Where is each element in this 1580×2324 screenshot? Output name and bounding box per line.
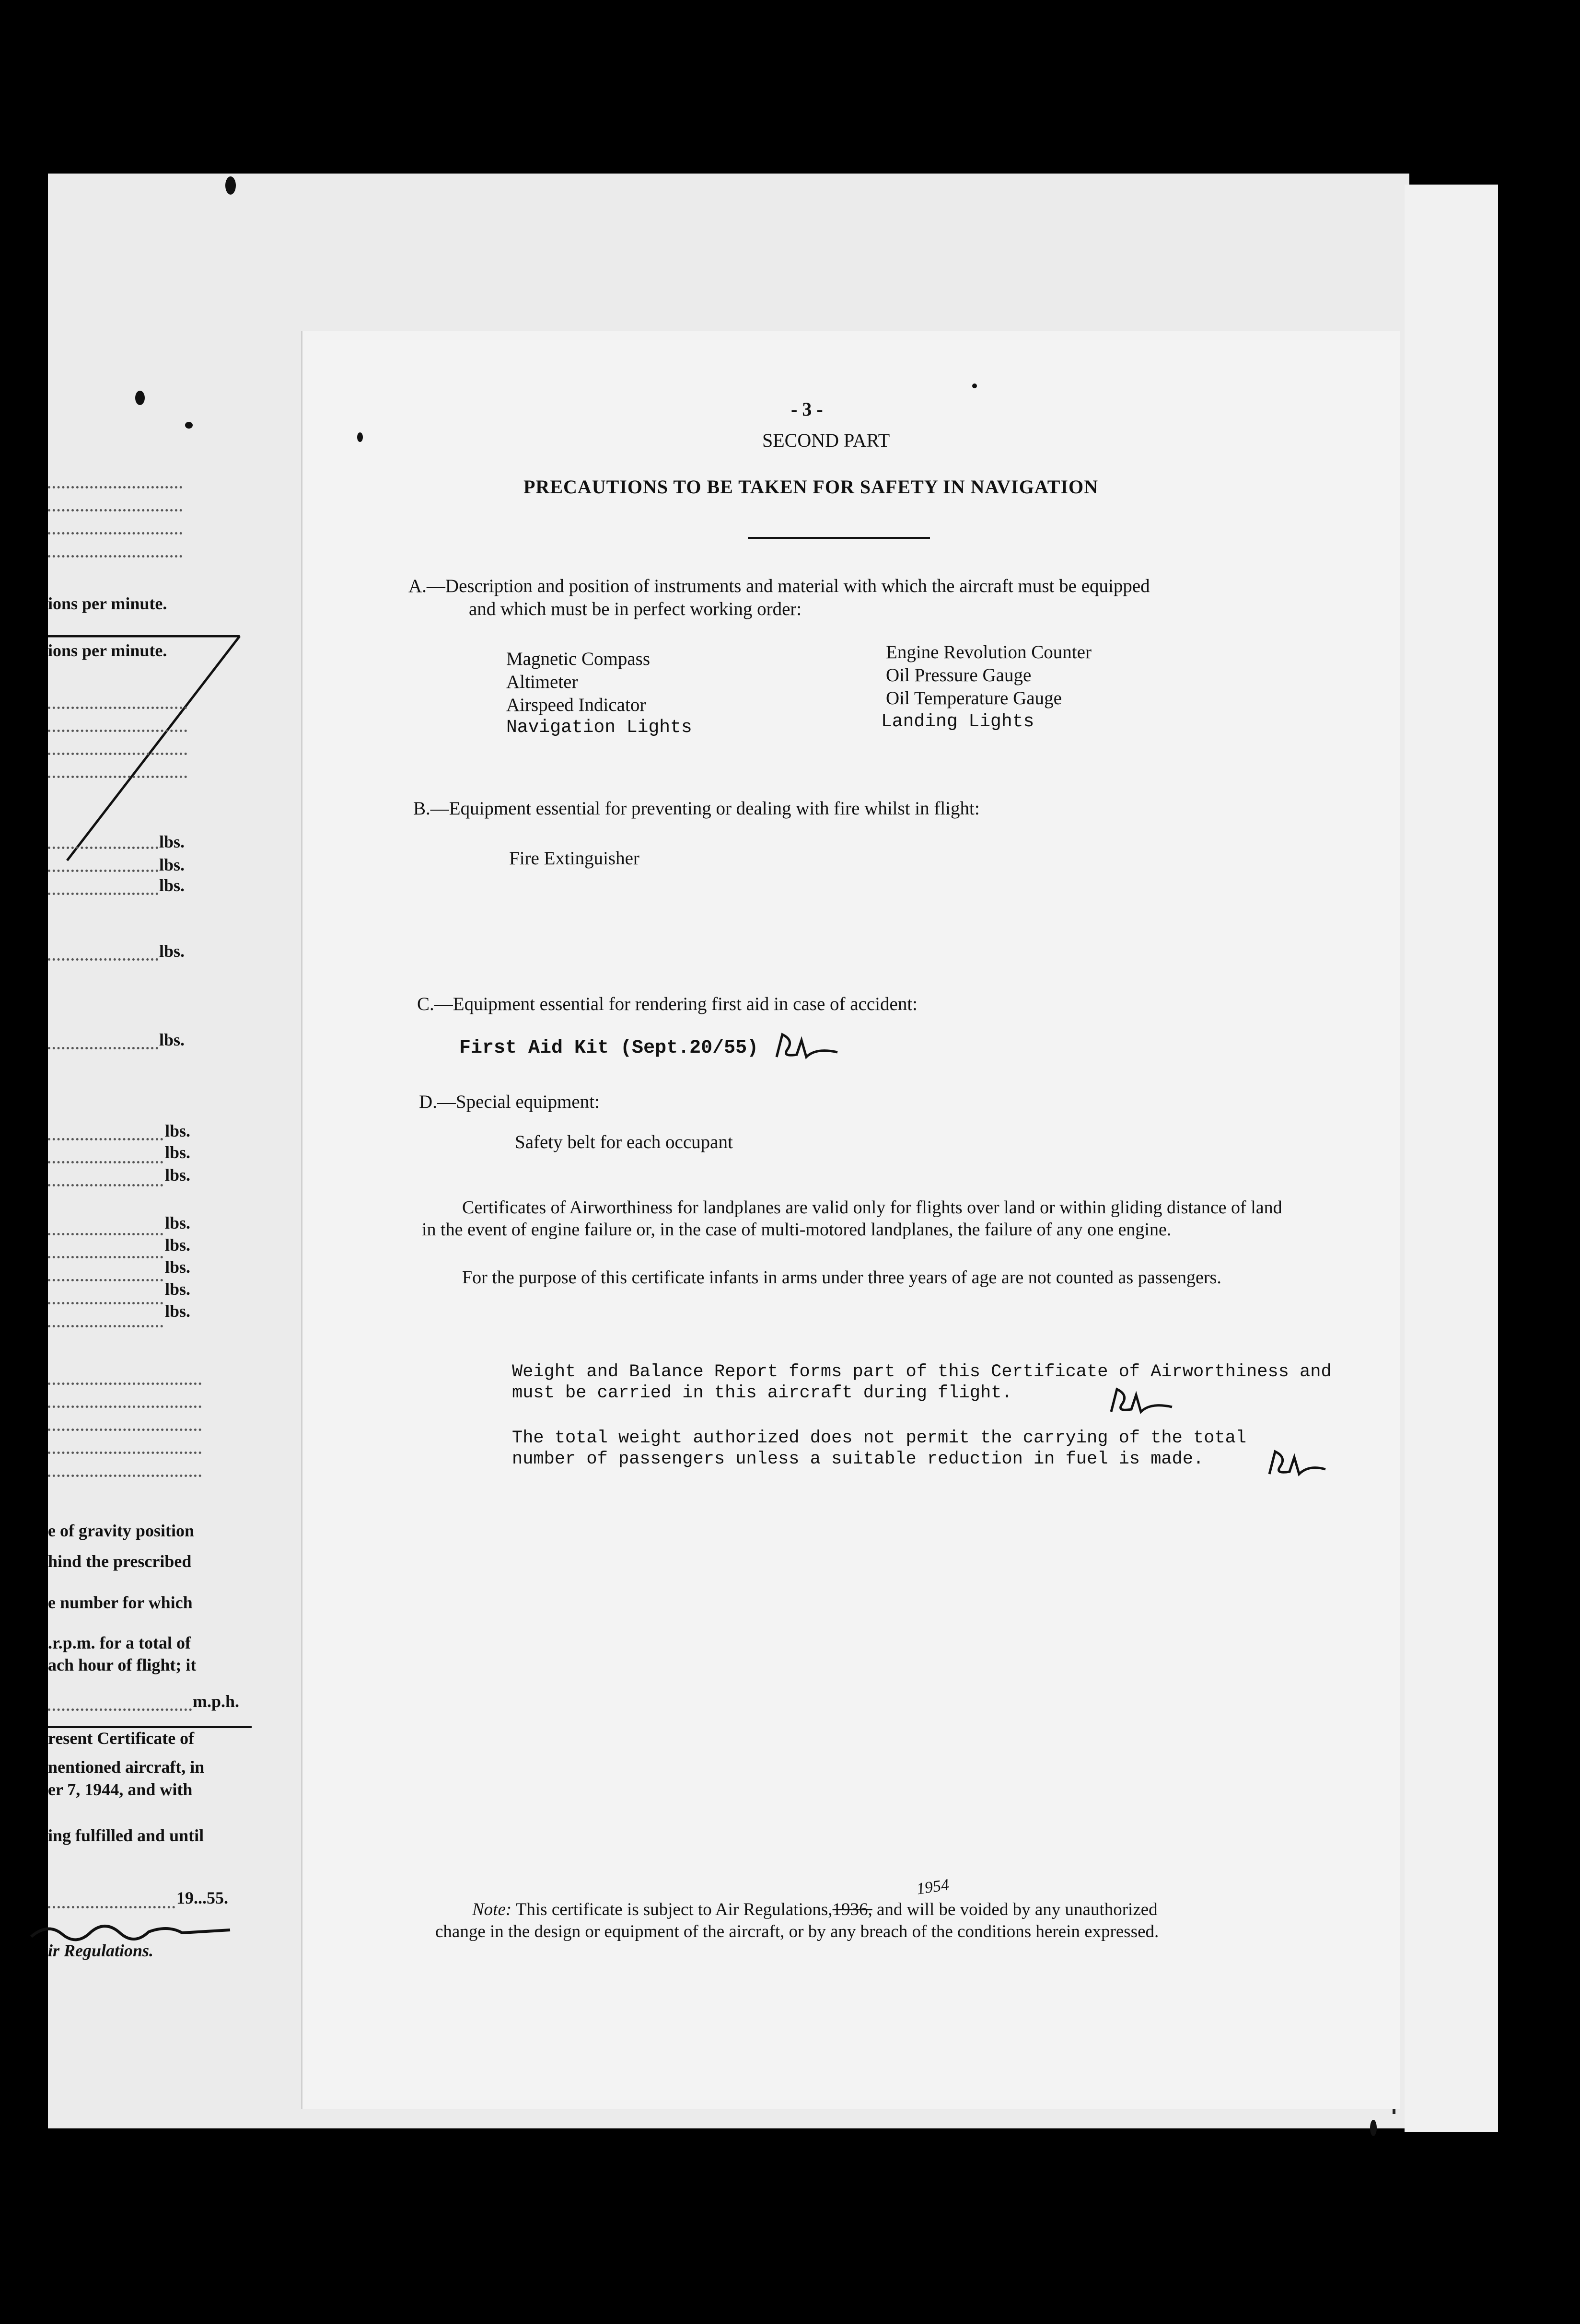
scan-speck: [185, 422, 193, 429]
scan-speck: [972, 383, 977, 388]
dotted-line: [48, 774, 187, 778]
initials-mark: [1266, 1448, 1328, 1481]
footer-note: [472, 1899, 1158, 1920]
scan-speck: [357, 432, 363, 442]
dotted-line: [48, 1182, 163, 1186]
scan-speck: [135, 391, 145, 405]
section-a-title: A.—Description and position of instruments and material with which the aircraft must be equipped: [408, 576, 1150, 596]
dotted-line: [48, 1427, 201, 1431]
dotted-line: [48, 484, 182, 488]
scan-speck: [225, 176, 236, 195]
section-a-subtitle: and which must be in perfect working order:: [469, 599, 802, 619]
section-c-title: C.—Equipment essential for rendering first aid in case of accident:: [417, 994, 918, 1014]
struck-year: 1936,: [832, 1900, 872, 1919]
left-line: ach hour of flight; it: [48, 1655, 197, 1674]
dotted-line: [48, 530, 182, 535]
left-line: ir Regulations.: [48, 1941, 154, 1960]
first-aid-kit-item: First Aid Kit (Sept.20/55): [459, 1037, 759, 1059]
left-line: e of gravity position: [48, 1521, 194, 1540]
dotted-line: [48, 1904, 175, 1908]
mph-label: m.p.h.: [193, 1692, 240, 1711]
left-line: resent Certificate of: [48, 1729, 195, 1748]
dotted-line: [48, 728, 187, 732]
left-line: er 7, 1944, and with: [48, 1780, 193, 1799]
dotted-line: [48, 1707, 192, 1711]
crossed-out-box: [48, 635, 249, 865]
section-b-title: B.—Equipment essential for preventing or dealing with fire whilst in flight:: [413, 798, 980, 819]
dotted-line: [48, 1045, 158, 1049]
lbs-label: lbs.: [159, 941, 185, 961]
dotted-line: [48, 1381, 201, 1385]
left-line: ions per minute.: [48, 641, 167, 660]
left-line: ions per minute.: [48, 594, 167, 613]
dotted-line: [48, 1277, 163, 1281]
dotted-line: [48, 751, 187, 755]
dotted-line: [48, 956, 158, 961]
left-line: .r.p.m. for a total of: [48, 1633, 191, 1652]
lbs-label: lbs.: [165, 1301, 191, 1321]
instrument-item: Engine Revolution Counter: [886, 642, 1092, 662]
heading-rule: [748, 537, 930, 539]
right-page-edge: [1405, 185, 1498, 2132]
dotted-line: [48, 845, 158, 849]
dotted-line: [48, 1136, 163, 1140]
instrument-item: Landing Lights: [881, 711, 1034, 732]
left-line: ing fulfilled and until: [48, 1826, 204, 1845]
instrument-item: Oil Temperature Gauge: [886, 688, 1062, 709]
dotted-line: [48, 507, 182, 511]
note-text-continued: and will be voided by any unauthorized: [872, 1900, 1158, 1919]
part-title: SECOND PART: [762, 430, 890, 451]
lbs-label: lbs.: [165, 1279, 191, 1299]
fire-extinguisher-item: Fire Extinguisher: [509, 848, 639, 869]
lbs-label: lbs.: [165, 1121, 191, 1140]
handwritten-year: 1954: [915, 1876, 951, 1898]
safety-belt-item: Safety belt for each occupant: [515, 1132, 733, 1152]
validity-paragraph: Certificates of Airworthiness for landplanes are valid only for flights over land or within gliding distance of land in the event of engine failure or, in the case of multi-motored landplanes, the failure of any one engine.: [422, 1197, 1282, 1240]
year-label: 19...55.: [176, 1888, 228, 1907]
dotted-line: [48, 1450, 201, 1454]
lbs-label: lbs.: [159, 876, 185, 895]
infants-paragraph: For the purpose of this certificate infants in arms under three years of age are not counted as passengers.: [462, 1267, 1221, 1288]
lbs-label: lbs.: [159, 855, 185, 874]
left-line: hind the prescribed: [48, 1552, 192, 1571]
weight-balance-note: Weight and Balance Report forms part of this Certificate of Airworthiness and must be carried in this aircraft during flight.: [512, 1362, 1332, 1403]
initials-mark: [773, 1031, 840, 1064]
dotted-line: [48, 1300, 163, 1304]
dotted-line: [48, 1254, 163, 1258]
dotted-line: [48, 1159, 163, 1163]
dotted-line: [48, 1404, 201, 1408]
lbs-label: lbs.: [159, 832, 185, 851]
page-number: - 3 -: [791, 398, 823, 420]
instrument-item: Magnetic Compass: [506, 649, 651, 669]
scan-speck: [1370, 2120, 1377, 2136]
left-line: nentioned aircraft, in: [48, 1757, 205, 1777]
instrument-item: Altimeter: [506, 672, 578, 692]
lbs-label: lbs.: [165, 1165, 191, 1185]
lbs-label: lbs.: [165, 1143, 191, 1162]
total-weight-note: The total weight authorized does not permit the carrying of the total number of passengers unless a suitable reduction in fuel is made.: [512, 1428, 1247, 1469]
lbs-label: lbs.: [165, 1257, 191, 1277]
dotted-line: [48, 1473, 201, 1477]
dotted-line: [48, 891, 158, 895]
lbs-label: lbs.: [159, 1030, 185, 1049]
page-heading: PRECAUTIONS TO BE TAKEN FOR SAFETY IN NAVIGATION: [523, 476, 1098, 498]
dotted-line: [48, 868, 158, 872]
footer-note-line2: change in the design or equipment of the aircraft, or by any breach of the conditions herein expressed.: [435, 1922, 1159, 1941]
dotted-line: [48, 705, 187, 709]
section-d-title: D.—Special equipment:: [419, 1092, 600, 1112]
dotted-line: [48, 553, 182, 558]
initials-mark: [1107, 1385, 1174, 1419]
note-text: This certificate is subject to Air Regulations,: [511, 1900, 833, 1919]
instrument-item: Airspeed Indicator: [506, 695, 646, 715]
instrument-item: Navigation Lights: [506, 717, 692, 738]
instrument-item: Oil Pressure Gauge: [886, 665, 1032, 686]
lbs-label: lbs.: [165, 1213, 191, 1232]
left-line: e number for which: [48, 1593, 193, 1612]
dotted-line: [48, 1323, 163, 1327]
note-label: Note:: [472, 1900, 512, 1919]
dotted-line: [48, 1231, 163, 1235]
lbs-label: lbs.: [165, 1235, 191, 1255]
